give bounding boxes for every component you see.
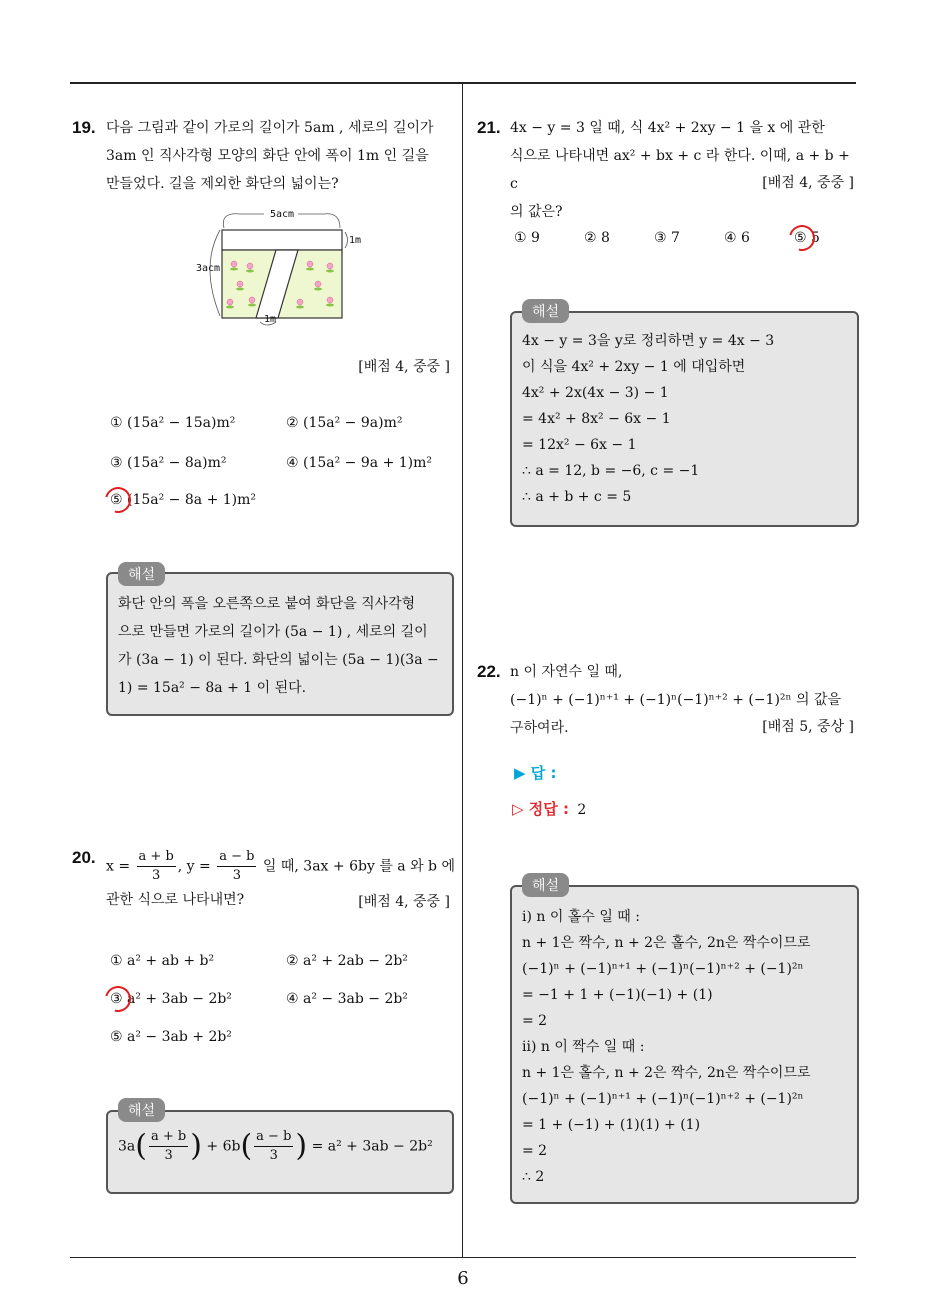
q20-fraction-1 xyxy=(137,848,176,885)
q22-solution-line: n + 1은 홀수, n + 2은 짝수, 2n은 짝수이므로 xyxy=(522,1065,811,1081)
q22-answer-label: ▶ 답 : xyxy=(514,764,557,782)
q20-equation-line xyxy=(106,848,455,885)
q21-choice-5[interactable]: ⑤ 5 xyxy=(794,230,820,246)
sol-mid: + 6b xyxy=(206,1138,241,1155)
q21-choice-4[interactable]: ④ 6 xyxy=(724,230,750,246)
q21-number: 21. xyxy=(477,118,501,137)
q20-solution-formula: 3a( $\frac{a + b}{3}$ ) + 6b( $\frac{a - b}{3}$ ) = a² + 3ab − 2b² xyxy=(118,1128,433,1164)
q20-answer-mark xyxy=(100,981,136,1017)
sol-fraction-1 xyxy=(149,1128,188,1165)
q22-number: 22. xyxy=(477,662,501,681)
q22-correct-value: 2 xyxy=(577,802,587,818)
q21-solution-text xyxy=(522,328,774,510)
q19-score: [배점 4, 중중 ] xyxy=(358,359,450,375)
sol-frac1-denominator: 3 xyxy=(164,1148,173,1163)
q21-solution-line: 이 식을 4x² + 2xy − 1 에 대입하면 xyxy=(522,359,746,375)
q22-correct-answer xyxy=(512,798,586,819)
q21-text xyxy=(510,114,860,226)
q21-solution-line: 4x − y = 3을 y로 정리하면 y = 4x − 3 xyxy=(522,333,775,349)
q21-choice-1[interactable]: ① 9 xyxy=(514,230,540,246)
sol-frac2-denominator: 3 xyxy=(269,1148,278,1163)
q22-text-line: (−1)ⁿ + (−1)ⁿ⁺¹ + (−1)ⁿ(−1)ⁿ⁺² + (−1)²ⁿ 의 값을 xyxy=(510,692,842,708)
q19-solution-tag: 해설 xyxy=(118,562,165,586)
q19-choice-5[interactable]: ⑤ (15a² − 8a + 1)m² xyxy=(110,492,257,508)
q22-solution-line: ii) n 이 짝수 일 때 : xyxy=(522,1039,645,1055)
q20-solution-tag: 해설 xyxy=(118,1098,165,1122)
frac1-numerator: a + b xyxy=(137,848,176,867)
bottom-rule xyxy=(70,1257,856,1258)
q21-solution-tag: 해설 xyxy=(522,299,569,323)
q22-solution-line: i) n 이 홀수 일 때 : xyxy=(522,909,640,925)
q22-solution-text xyxy=(522,904,810,1190)
q22-solution-line: ∴ 2 xyxy=(522,1169,545,1185)
q19-solution-line: 으로 만들면 가로의 길이가 (5a − 1) , 세로의 길이 xyxy=(118,624,428,640)
q22-solution-line: (−1)ⁿ + (−1)ⁿ⁺¹ + (−1)ⁿ(−1)ⁿ⁺² + (−1)²ⁿ xyxy=(522,1091,804,1107)
q21-text-line: 의 값은? xyxy=(510,204,563,220)
page-number: 6 xyxy=(457,1268,469,1289)
q20-text-line2: 관한 식으로 나타내면? xyxy=(106,892,245,908)
q20-eq-x: x = xyxy=(106,858,131,875)
q21-solution-line: ∴ a + b + c = 5 xyxy=(522,489,632,505)
sol-fraction-2 xyxy=(254,1128,293,1165)
frac2-denominator: 3 xyxy=(232,868,241,883)
q19-choice-3[interactable]: ③ (15a² − 8a)m² xyxy=(110,455,227,471)
q19-solution-line: 1) = 15a² − 8a + 1 이 된다. xyxy=(118,680,307,696)
q21-solution-line: = 12x² − 6x − 1 xyxy=(522,437,637,453)
q20-number: 20. xyxy=(72,848,96,867)
q19-text xyxy=(106,114,456,198)
q21-text-line: 4x − y = 3 일 때, 식 4x² + 2xy − 1 을 x 에 관한 xyxy=(510,120,825,136)
q22-solution-tag: 해설 xyxy=(522,873,569,897)
q20-choice-2[interactable]: ② a² + 2ab − 2b² xyxy=(286,953,408,969)
q19-text-line: 3am 인 직사각형 모양의 화단 안에 폭이 1m 인 길을 xyxy=(106,148,429,164)
q22-solution-line: = 1 + (−1) + (1)(1) + (1) xyxy=(522,1117,701,1133)
q20-choice-3[interactable]: ③ a² + 3ab − 2b² xyxy=(110,991,232,1007)
q19-number: 19. xyxy=(72,118,96,137)
top-rule xyxy=(70,82,856,84)
q21-solution-line: ∴ a = 12, b = −6, c = −1 xyxy=(522,463,700,479)
q22-correct-label: ▷ 정답 : xyxy=(512,800,569,818)
q21-score: [배점 4, 중중 ] xyxy=(762,175,854,191)
q22-solution-line: = 2 xyxy=(522,1143,548,1159)
q22-solution-line: (−1)ⁿ + (−1)ⁿ⁺¹ + (−1)ⁿ(−1)ⁿ⁺² + (−1)²ⁿ xyxy=(522,961,804,977)
figure-bottom-label: 1m xyxy=(264,314,277,325)
q19-choice-2[interactable]: ② (15a² − 9a)m² xyxy=(286,415,403,431)
q20-text-tail: 일 때, 3ax + 6by 를 a 와 b 에 xyxy=(262,858,455,875)
figure-width-label: 5acm xyxy=(270,209,295,220)
sol-frac2-numerator: a − b xyxy=(254,1128,293,1147)
q21-choice-3[interactable]: ③ 7 xyxy=(654,230,680,246)
q19-solution-line: 가 (3a − 1) 이 된다. 화단의 넓이는 (5a − 1)(3a − xyxy=(118,652,439,668)
q22-score: [배점 5, 중상 ] xyxy=(762,719,854,735)
frac1-denominator: 3 xyxy=(152,868,161,883)
q20-score: [배점 4, 중중 ] xyxy=(358,894,450,910)
q19-text-line: 다음 그림과 같이 가로의 길이가 5am , 세로의 길이가 xyxy=(106,120,434,136)
q21-solution-line: 4x² + 2x(4x − 3) − 1 xyxy=(522,385,669,401)
q20-choice-5[interactable]: ⑤ a² − 3ab + 2b² xyxy=(110,1029,232,1045)
q22-text-line: n 이 자연수 일 때, xyxy=(510,664,623,680)
q19-choice-1[interactable]: ① (15a² − 15a)m² xyxy=(110,415,236,431)
q21-choice-2[interactable]: ② 8 xyxy=(584,230,610,246)
sol-suffix: = a² + 3ab − 2b² xyxy=(311,1138,433,1155)
q22-solution-line: = 2 xyxy=(522,1013,548,1029)
q19-solution-text xyxy=(118,590,439,702)
q22-solution-line: n + 1은 짝수, n + 2은 홀수, 2n은 짝수이므로 xyxy=(522,935,811,951)
q20-choice-4[interactable]: ④ a² − 3ab − 2b² xyxy=(286,991,408,1007)
q21-text-line: 식으로 나타내면 ax² + bx + c 라 한다. 이때, a + b + c xyxy=(510,148,850,192)
q19-text-line: 만들었다. 길을 제외한 화단의 넓이는? xyxy=(106,176,339,192)
q21-solution-line: = 4x² + 8x² − 6x − 1 xyxy=(522,411,671,427)
q19-solution-line: 화단 안의 폭을 오른쪽으로 붙여 화단을 직사각형 xyxy=(118,596,416,612)
q20-fraction-2 xyxy=(217,848,256,885)
figure-height-label: 3acm xyxy=(196,263,221,274)
frac2-numerator: a − b xyxy=(217,848,256,867)
column-divider xyxy=(462,83,463,1258)
q19-answer-mark xyxy=(100,482,136,518)
figure-top-label: 1m xyxy=(349,235,362,246)
q22-text-line: 구하여라. xyxy=(510,720,569,736)
sol-frac1-numerator: a + b xyxy=(149,1128,188,1147)
q20-choice-1[interactable]: ① a² + ab + b² xyxy=(110,953,215,969)
q19-choice-4[interactable]: ④ (15a² − 9a + 1)m² xyxy=(286,455,433,471)
q20-eq-y: , y = xyxy=(177,858,211,875)
sol-prefix: 3a xyxy=(118,1138,136,1155)
q22-solution-line: = −1 + 1 + (−1)(−1) + (1) xyxy=(522,987,713,1003)
